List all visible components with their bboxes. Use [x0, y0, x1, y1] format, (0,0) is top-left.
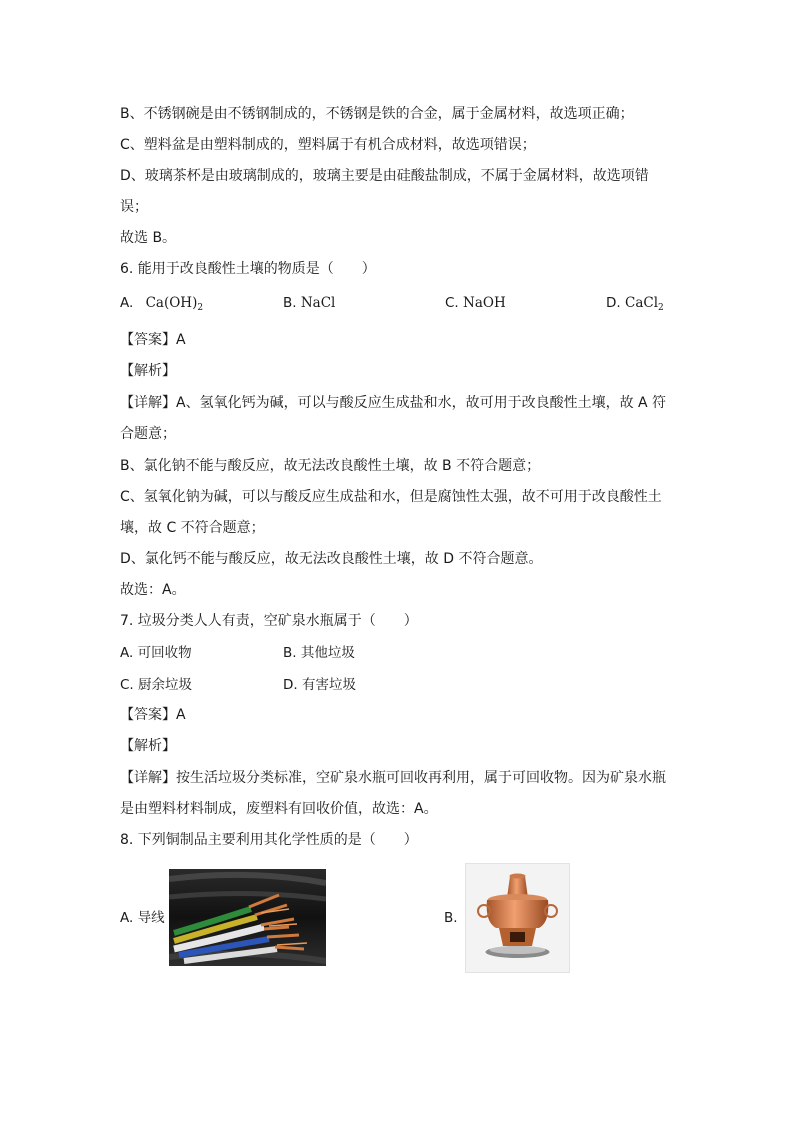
option-letter: A.: [120, 295, 134, 311]
copper-wire-image: [169, 869, 326, 966]
copper-wire-drawing: [169, 869, 326, 966]
copper-hotpot-drawing: [466, 864, 569, 972]
text-line: D、玻璃茶杯是由玻璃制成的，玻璃主要是由硅酸盐制成，不属于金属材料，故选项错: [120, 168, 649, 184]
q7-answer: 【答案】A: [120, 707, 186, 723]
q7-option-c: C. 厨余垃圾: [120, 677, 193, 693]
formula: NaCl: [300, 295, 336, 311]
text-line: 误；: [120, 199, 148, 215]
q6-answer: 【答案】A: [120, 332, 186, 348]
text-line: 【详解】按生活垃圾分类标准，空矿泉水瓶可回收再利用，属于可回收物。因为矿泉水瓶: [120, 770, 666, 786]
text-line: 合题意；: [120, 426, 176, 442]
formula: $Ca(OH)_2$: [145, 295, 204, 313]
formula: NaOH: [463, 295, 506, 311]
text-line: 【详解】A、氢氧化钙为碱，可以与酸反应生成盐和水，故可用于改良酸性土壤，故 A 符: [120, 395, 667, 411]
copper-hotpot-image: [465, 863, 570, 973]
q8-option-a-label: A. 导线: [120, 910, 165, 926]
q8-option-b-label: B.: [444, 910, 458, 926]
formula: CaCl$_2$: [624, 295, 664, 313]
text-line: 壤，故 C 不符合题意；: [120, 520, 265, 536]
question-7-stem: 7. 垃圾分类人人有责，空矿泉水瓶属于（ ）: [120, 613, 418, 629]
text-line: C、塑料盆是由塑料制成的，塑料属于有机合成材料，故选项错误；: [120, 137, 536, 153]
option-letter: C.: [445, 295, 459, 311]
question-8-stem: 8. 下列铜制品主要利用其化学性质的是（ ）: [120, 832, 418, 848]
text-line: B、不锈钢碗是由不锈钢制成的，不锈钢是铁的合金，属于金属材料，故选项正确；: [120, 106, 634, 122]
q7-option-b: B. 其他垃圾: [283, 645, 355, 661]
q6-option-d: [606, 294, 664, 317]
text-line: C、氢氧化钠为碱，可以与酸反应生成盐和水，但是腐蚀性太强，故不可用于改良酸性土: [120, 489, 662, 505]
option-letter: B.: [283, 295, 297, 311]
text-line: 是由塑料材料制成，废塑料有回收价值，故选：A。: [120, 801, 438, 817]
q7-option-d: D. 有害垃圾: [283, 677, 356, 693]
question-6-stem: 6. 能用于改良酸性土壤的物质是（ ）: [120, 261, 376, 277]
text-line: 故选：A。: [120, 582, 186, 598]
q6-analysis-heading: 【解析】: [120, 363, 176, 379]
text-line: 故选 B。: [120, 230, 177, 246]
text-line: D、氯化钙不能与酸反应，故无法改良酸性土壤，故 D 不符合题意。: [120, 551, 543, 567]
option-letter: D.: [606, 295, 621, 311]
text-line: B、氯化钠不能与酸反应，故无法改良酸性土壤，故 B 不符合题意；: [120, 458, 541, 474]
q6-option-c: [445, 294, 506, 312]
q6-option-a: [120, 294, 203, 317]
q7-analysis-heading: 【解析】: [120, 738, 176, 754]
q7-option-a: A. 可回收物: [120, 645, 192, 661]
q6-option-b: [283, 294, 335, 312]
